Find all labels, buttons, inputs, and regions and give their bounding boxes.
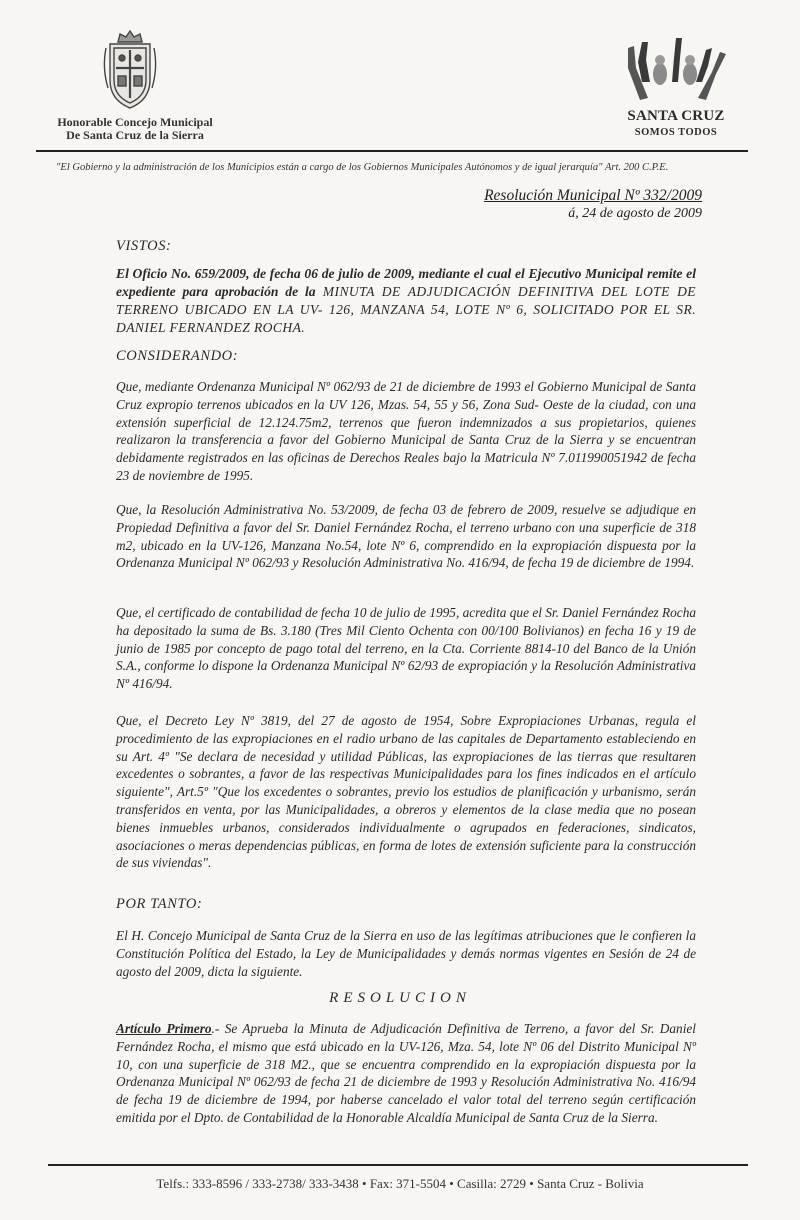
considerando-heading: CONSIDERANDO: xyxy=(116,348,239,364)
article-text: .- Se Aprueba la Minuta de Adjudicación Definitiva de Terreno, a favor del Sr. Daniel Fernández Rocha, el mismo que está ubicado en la UV-126, Mza. 54, lote Nº 06 del Distrito Municipal Nº 10, con una superficie de 318 M2., que se encuentra comprendido en la expropiación dispuesta por la Ordenanza Municipal Nº 062/93 de fecha 21 de diciembre de 1993 y Resolución Administrativa No. 416/94 de fecha 19 de diciembre de 1994, por haberse cancelado el valor total del terreno según certificación emitida por el Dpto. de Contabilidad de la Honorable Alcaldía Municipal de Santa Cruz de la Sierra. xyxy=(116,1021,696,1125)
coat-of-arms-icon xyxy=(100,28,160,112)
considerando-paragraph-3: Que, el certificado de contabilidad de fecha 10 de julio de 1995, acredita que el Sr. Daniel Fernández Rocha ha depositado la suma de Bs. 3.180 (Tres Mil Ciento Ochenta con 00/100 Bolivianos) en fecha 16 y 19 de junio de 1985 por concepto de pago total del terreno, en la Cta. Corriente 8814-10 del Banco de la Unión S.A., conforme lo dispone la Ordenanza Municipal Nº 62/93 de expropiación y la Resolución Administrativa Nº 416/94. xyxy=(116,605,696,692)
council-name-line1: Honorable Concejo Municipal xyxy=(57,115,213,129)
header-divider xyxy=(36,150,748,152)
brand-tagline: SOMOS TODOS xyxy=(634,127,718,138)
por-tanto-heading: POR TANTO: xyxy=(116,896,203,912)
vistos-bold-text: El Oficio No. 659/2009, de fecha 06 de julio de 2009, mediante el cual el Ejecutivo Municipal remite el expediente para aprobación de la xyxy=(116,266,696,299)
considerando-paragraph-2: Que, la Resolución Administrativa No. 53/2009, de fecha 03 de febrero de 2009, resuelve se adjudique en Propiedad Definitiva a favor del Sr. Daniel Fernández Rocha, el terreno urbano con una superficie de 318 m2, ubicado en la UV-126, Manzana No.54, lote Nº 6, comprendido en la expropiación dispuesta por la Ordenanza Municipal Nº 062/93 y Resolución Administrativa No. 416/94, de fecha 19 de diciembre de 1994. xyxy=(116,502,696,571)
constitution-quote: "El Gobierno y la administración de los Municipios están a cargo de los Gobiernos Municipales Autónomos y de igual jerarquía" Art. 200 C.P.E. xyxy=(56,162,669,173)
resolucion-heading: RESOLUCION xyxy=(329,990,471,1006)
considerando-paragraph-1: Que, mediante Ordenanza Municipal Nº 062/93 de 21 de diciembre de 1993 el Gobierno Municipal de Santa Cruz expropio terrenos ubicados en la UV 126, Mzas. 54, 55 y 56, Zona Sud- Oeste de la ciudad, con una extensión superficial de 12.124.75m2, terrenos que fueron indemnizados a sus propietarios, quienes realizaron la transferencia a favor del Gobierno Municipal de Santa Cruz de la Sierra y se encuentran debidamente registrados en las oficinas de Derechos Reales bajo la Matricula Nº 7.011990051942 de fecha 23 de noviembre de 1995. xyxy=(116,379,696,483)
por-tanto-paragraph: El H. Concejo Municipal de Santa Cruz de la Sierra en uso de las legítimas atribuciones que le confieren la Constitución Política del Estado, la Ley de Municipalidades y demás normas vigentes en Sesión de 24 de agosto del 2009, dicta la siguiente. xyxy=(116,928,696,979)
article-first-paragraph xyxy=(116,1020,696,1127)
footer-contact: Telfs.: 333-8596 / 333-2738/ 333-3438 • Fax: 371-5504 • Casilla: 2729 • Santa Cruz - Bolivia xyxy=(156,1176,644,1191)
brand-name: SANTA CRUZ xyxy=(627,108,725,124)
resolution-date: á, 24 de agosto de 2009 xyxy=(568,206,702,221)
vistos-plain-text: MINUTA DE ADJUDICACIÓN DEFINITIVA DEL LOTE DE TERRENO UBICADO EN LA UV- 126, MANZANA 54, LOTE Nº 6, SOLICITADO POR EL SR. DANIEL FERNANDEZ ROCHA. xyxy=(116,284,696,335)
resolution-number: Resolución Municipal Nº 332/2009 xyxy=(484,187,702,204)
vistos-paragraph xyxy=(116,265,696,337)
footer-divider xyxy=(48,1164,748,1166)
council-name xyxy=(40,116,230,142)
considerando-paragraph-4: Que, el Decreto Ley Nº 3819, del 27 de agosto de 1954, Sobre Expropiaciones Urbanas, regula el procedimiento de las expropiaciones en el radio urbano de las capitales de Departamento estableciendo en su Art. 4º "Se declara de necesidad y utilidad Públicas, las expropiaciones de las tierras que resultaren excedentes o sobrantes, a favor de las respectivas Municipalidades para los fines indicados en el artículo siguiente", Art.5º "Que los excedentes o sobrantes, previo los estudios de planificación y urbanismo, serán transferidos en venta, por las Municipalidades, a obreros y elementos de la clase media que no posean bienes inmuebles urbanos, considerados individualmente o agrupados en federaciones, sindicatos, asociaciones o meras dependencias públicas, en forma de lotes de extensión suficiente para la construcción de sus viviendas". xyxy=(116,713,696,871)
vistos-heading: VISTOS: xyxy=(116,238,172,254)
article-label: Artículo Primero xyxy=(116,1021,212,1036)
council-name-line2: De Santa Cruz de la Sierra xyxy=(66,128,204,142)
